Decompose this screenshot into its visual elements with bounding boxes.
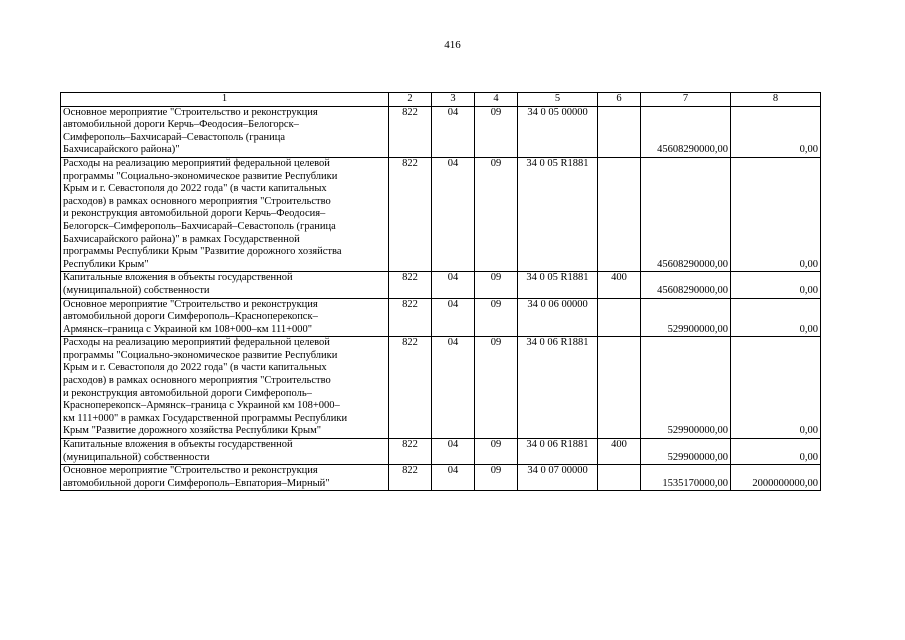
description-line: автомобильной дороги Симферополь–Евпатория–Мирный" <box>63 477 330 489</box>
item-description-cell <box>61 106 389 157</box>
amount-year1-cell: 45608290000,00 <box>641 272 731 298</box>
amount-year2-cell: 0,00 <box>731 337 821 439</box>
amount-year1-cell: 529900000,00 <box>641 298 731 337</box>
description-line: Основное мероприятие "Строительство и реконструкция <box>63 465 318 477</box>
item-description-cell <box>61 272 389 298</box>
description-line: Основное мероприятие "Строительство и реконструкция <box>63 106 318 118</box>
table-row <box>61 439 821 465</box>
item-description-cell <box>61 298 389 337</box>
description-line: программы "Социально-экономическое развитие Республики <box>63 170 338 182</box>
header-cell: 3 <box>432 93 475 107</box>
description-line: Красноперекопск–Армянск–граница с Украиной км 108+000– <box>63 400 340 412</box>
description-line: (муниципальной) собственности <box>63 451 210 463</box>
ministry-code-cell: 822 <box>389 272 432 298</box>
item-description-cell <box>61 337 389 439</box>
amount-year2-cell: 0,00 <box>731 157 821 271</box>
item-description-cell <box>61 465 389 491</box>
header-cell: 6 <box>598 93 641 107</box>
ministry-code-cell: 822 <box>389 439 432 465</box>
amount-year1-cell: 45608290000,00 <box>641 157 731 271</box>
expense-type-cell <box>598 465 641 491</box>
subsection-cell: 09 <box>475 298 518 337</box>
table-row <box>61 298 821 337</box>
table-row <box>61 337 821 439</box>
description-line: программы "Социально-экономическое развитие Республики <box>63 349 338 361</box>
subsection-cell: 09 <box>475 465 518 491</box>
amount-year1-cell: 45608290000,00 <box>641 106 731 157</box>
subsection-cell: 09 <box>475 337 518 439</box>
ministry-code-cell: 822 <box>389 157 432 271</box>
expense-type-cell: 400 <box>598 439 641 465</box>
description-line: и реконструкция автомобильной дороги Керчь–Феодосия– <box>63 208 326 220</box>
target-item-cell: 34 0 06 R1881 <box>518 337 598 439</box>
target-item-cell: 34 0 05 R1881 <box>518 157 598 271</box>
ministry-code-cell: 822 <box>389 106 432 157</box>
expense-type-cell: 400 <box>598 272 641 298</box>
table-row <box>61 465 821 491</box>
expense-type-cell <box>598 157 641 271</box>
amount-year2-cell: 0,00 <box>731 106 821 157</box>
table-row <box>61 272 821 298</box>
ministry-code-cell: 822 <box>389 298 432 337</box>
subsection-cell: 09 <box>475 272 518 298</box>
description-line: программы Республики Крым "Развитие дорожного хозяйства <box>63 246 342 258</box>
description-line: Расходы на реализацию мероприятий федеральной целевой <box>63 337 330 349</box>
section-cell: 04 <box>432 106 475 157</box>
page-number: 416 <box>444 39 461 51</box>
description-line: автомобильной дороги Керчь–Феодосия–Белогорск– <box>63 119 299 131</box>
header-row <box>61 93 821 107</box>
budget-table <box>60 92 821 491</box>
amount-year1-cell: 529900000,00 <box>641 337 731 439</box>
target-item-cell: 34 0 07 00000 <box>518 465 598 491</box>
section-cell: 04 <box>432 298 475 337</box>
section-cell: 04 <box>432 272 475 298</box>
description-line: расходов) в рамках основного мероприятия "Строительство <box>63 375 331 387</box>
expense-type-cell <box>598 106 641 157</box>
description-line: и реконструкция автомобильной дороги Симферополь– <box>63 387 312 399</box>
target-item-cell: 34 0 05 R1881 <box>518 272 598 298</box>
expense-type-cell <box>598 337 641 439</box>
description-line: Капитальные вложения в объекты государственной <box>63 439 293 451</box>
description-line: автомобильной дороги Симферополь–Красноперекопск– <box>63 311 318 323</box>
description-line: Крым и г. Севастополя до 2022 года" (в части капитальных <box>63 362 327 374</box>
amount-year2-cell: 0,00 <box>731 298 821 337</box>
header-cell: 8 <box>731 93 821 107</box>
description-line: Расходы на реализацию мероприятий федеральной целевой <box>63 157 330 169</box>
target-item-cell: 34 0 06 R1881 <box>518 439 598 465</box>
description-line: км 111+000" в рамках Государственной программы Республики <box>63 412 348 424</box>
item-description-cell <box>61 439 389 465</box>
section-cell: 04 <box>432 157 475 271</box>
table-row <box>61 106 821 157</box>
header-cell: 1 <box>61 93 389 107</box>
expense-type-cell <box>598 298 641 337</box>
ministry-code-cell: 822 <box>389 465 432 491</box>
target-item-cell: 34 0 05 00000 <box>518 106 598 157</box>
description-line: Капитальные вложения в объекты государственной <box>63 272 293 284</box>
description-line: Крым и г. Севастополя до 2022 года" (в части капитальных <box>63 183 327 195</box>
amount-year2-cell: 2000000000,00 <box>731 465 821 491</box>
description-line: Основное мероприятие "Строительство и реконструкция <box>63 298 318 310</box>
header-cell: 2 <box>389 93 432 107</box>
description-line: (муниципальной) собственности <box>63 284 210 296</box>
description-line: расходов) в рамках основного мероприятия "Строительство <box>63 195 331 207</box>
description-line: Бахчисарайского района)" в рамках Государственной <box>63 233 300 245</box>
header-cell: 5 <box>518 93 598 107</box>
description-line: Симферополь–Бахчисарай–Севастополь (граница <box>63 131 286 143</box>
amount-year1-cell: 529900000,00 <box>641 439 731 465</box>
subsection-cell: 09 <box>475 157 518 271</box>
section-cell: 04 <box>432 439 475 465</box>
section-cell: 04 <box>432 337 475 439</box>
header-cell: 4 <box>475 93 518 107</box>
table-row <box>61 157 821 271</box>
amount-year2-cell: 0,00 <box>731 272 821 298</box>
item-description-cell <box>61 157 389 271</box>
amount-year2-cell: 0,00 <box>731 439 821 465</box>
ministry-code-cell: 822 <box>389 337 432 439</box>
section-cell: 04 <box>432 465 475 491</box>
description-line: Бахчисарайского района)" <box>63 144 180 156</box>
description-line: Белогорск–Симферополь–Бахчисарай–Севастополь (граница <box>63 220 336 232</box>
header-cell: 7 <box>641 93 731 107</box>
subsection-cell: 09 <box>475 106 518 157</box>
target-item-cell: 34 0 06 00000 <box>518 298 598 337</box>
description-line: Крым "Развитие дорожного хозяйства Республики Крым" <box>63 425 322 437</box>
description-line: Республики Крым" <box>63 258 149 270</box>
subsection-cell: 09 <box>475 439 518 465</box>
description-line: Армянск–граница с Украиной км 108+000–км 111+000" <box>63 323 313 335</box>
amount-year1-cell: 1535170000,00 <box>641 465 731 491</box>
